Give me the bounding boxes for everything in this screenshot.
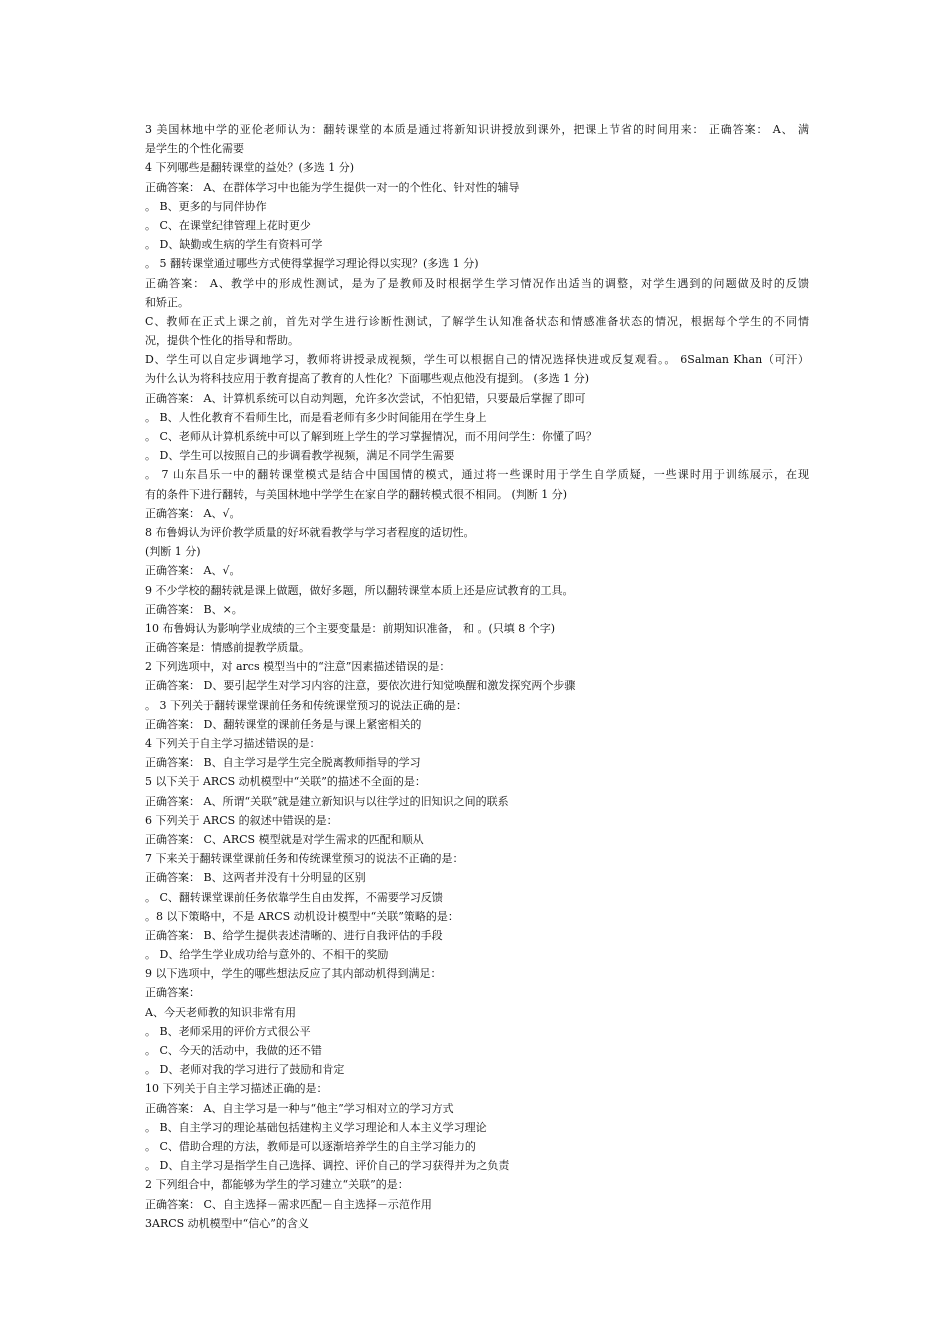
text-line: 正确答案： A、√。: [145, 564, 241, 578]
text-line: (判断 1 分): [145, 545, 201, 559]
text-line: 正确答案： C、ARCS 模型就是对学生需求的匹配和顺从: [145, 832, 424, 846]
text-line: C、教师在正式上课之前，首先对学生进行诊断性测试，了解学生认知准备状态和情感准备状态的情况，根据每个学生的不同情: [145, 314, 809, 328]
text-line: 正确答案： D、要引起学生对学习内容的注意，要依次进行知觉唤醒和激发探究两个步骤: [145, 679, 576, 693]
text-line: 2 下列选项中，对 arcs 模型当中的“注意”因素描述错误的是：: [145, 660, 451, 674]
text-line: 。 7 山东昌乐一中的翻转课堂模式是结合中国国情的模式，通过将一些课时用于学生自学质疑，一些课时用于训练展示，在现: [145, 468, 809, 482]
text-line: 正确答案： B、给学生提供表述清晰的、进行自我评估的手段: [145, 928, 443, 942]
text-line: 10 布鲁姆认为影响学业成绩的三个主要变量是：前期知识准备， 和 。(只填 8 个字): [145, 621, 556, 635]
text-line: 。 B、人性化教育不看师生比，而是看老师有多少时间能用在学生身上: [145, 410, 487, 424]
text-line: 9 以下选项中，学生的哪些想法反应了其内部动机得到满足：: [145, 967, 442, 981]
text-line: 正确答案： B、这两者并没有十分明显的区别: [145, 871, 366, 885]
text-line: 正确答案： B、×。: [145, 602, 243, 616]
text-line: 4 下列关于自主学习描述错误的是：: [145, 737, 321, 750]
text-line: 正确答案：: [145, 986, 200, 1000]
text-line: 正确答案： A、教学中的形成性测试，是为了是教师及时根据学生学习情况作出适当的调整，对学生遇到的问题做及时的反馈: [145, 276, 809, 290]
text-line: 。 C、在课堂纪律管理上花时更少: [145, 218, 311, 232]
text-line: 10 下列关于自主学习描述正确的是：: [145, 1082, 328, 1096]
text-line: 况，提供个性化的指导和帮助。: [145, 334, 299, 348]
text-line: 6 下列关于 ARCS 的叙述中错误的是：: [145, 813, 338, 827]
text-line: 是学生的个性化需要: [145, 142, 244, 156]
text-line: 正确答案： A、所谓“关联”就是建立新知识与以往学过的旧知识之间的联系: [145, 794, 509, 808]
text-line: 正确答案： D、翻转课堂的课前任务是与课上紧密相关的: [145, 717, 422, 731]
text-line: 。 B、老师采用的评价方式很公平: [145, 1024, 311, 1038]
text-line: 。 C、借助合理的方法，教师是可以逐渐培养学生的自主学习能力的: [145, 1139, 476, 1153]
text-line: 正确答案： A、自主学习是一种与“他主”学习相对立的学习方式: [145, 1101, 454, 1115]
text-line: 。 D、学生可以按照自己的步调看教学视频，满足不同学生需要: [145, 449, 455, 463]
text-line: 和矫正。: [145, 295, 189, 309]
text-line: 。8 以下策略中，不是 ARCS 动机设计模型中“关联”策略的是：: [145, 909, 459, 923]
text-line: 。 C、老师从计算机系统中可以了解到班上学生的学习掌握情况，而不用问学生：你懂了吗？: [145, 430, 597, 443]
document-page: [145, 120, 809, 1233]
text-line: 7 下来关于翻转课堂课前任务和传统课堂预习的说法不正确的是：: [145, 852, 464, 866]
text-line: 有的条件下进行翻转，与美国林地中学学生在家自学的翻转模式很不相同。 (判断 1 分): [145, 487, 568, 501]
text-line: 。 D、缺勤或生病的学生有资料可学: [145, 238, 323, 252]
text-line: 正确答案： A、√。: [145, 506, 241, 520]
text-line: 正确答案： B、自主学习是学生完全脱离教师指导的学习: [145, 756, 421, 770]
text-line: 8 布鲁姆认为评价教学质量的好坏就看教学与学习者程度的适切性。: [145, 525, 475, 539]
text-line: 。 C、今天的活动中，我做的还不错: [145, 1044, 322, 1057]
text-line: 2 下列组合中，都能够为学生的学习建立“关联”的是：: [145, 1178, 409, 1192]
text-line: 。 B、自主学习的理论基础包括建构主义学习理论和人本主义学习理论: [145, 1120, 487, 1134]
text-line: 3ARCS 动机模型中“信心”的含义: [145, 1216, 309, 1230]
text-line: D、学生可以自定步调地学习，教师将讲授录成视频，学生可以根据自己的情况选择快进或反复观看。。 6Salman Khan（可汗）: [145, 353, 809, 367]
text-line: 。 D、老师对我的学习进行了鼓励和肯定: [145, 1063, 345, 1077]
text-line: 。 B、更多的与同伴协作: [145, 199, 267, 213]
text-line: 正确答案是：情感前提教学质量。: [145, 641, 310, 655]
text-line: 正确答案： C、自主选择－需求匹配－自主选择－示范作用: [145, 1197, 432, 1211]
text-line: 9 不少学校的翻转就是课上做题，做好多题，所以翻转课堂本质上还是应试教育的工具。: [145, 583, 574, 597]
text-line: 。 5 翻转课堂通过哪些方式使得掌握学习理论得以实现？(多选 1 分): [145, 257, 479, 271]
text-line: 。 D、自主学习是指学生自己选择、调控、评价自己的学习获得并为之负责: [145, 1159, 510, 1173]
text-line: A、今天老师教的知识非常有用: [145, 1005, 296, 1019]
text-line: 5 以下关于 ARCS 动机模型中“关联”的描述不全面的是：: [145, 775, 426, 789]
text-line: 正确答案： A、计算机系统可以自动判题，允许多次尝试，不怕犯错，只要最后掌握了即可: [145, 391, 586, 405]
text-line: 。 D、给学生学业成功给与意外的、不相干的奖励: [145, 948, 389, 962]
text-line: 。 C、翻转课堂课前任务依靠学生自由发挥，不需要学习反馈: [145, 890, 443, 904]
text-line: 4 下列哪些是翻转课堂的益处？(多选 1 分): [145, 161, 355, 175]
text-line: 正确答案： A、在群体学习中也能为学生提供一对一的个性化、针对性的辅导: [145, 180, 520, 194]
text-line: 3 美国林地中学的亚伦老师认为：翻转课堂的本质是通过将新知识讲授放到课外，把课上节省的时间用来： 正确答案： A、 满: [145, 123, 809, 136]
text-line: 为什么认为将科技应用于教育提高了教育的人性化？下面哪些观点他没有提到。 (多选 1 分): [145, 372, 590, 386]
text-line: 。 3 下列关于翻转课堂课前任务和传统课堂预习的说法正确的是：: [145, 698, 467, 712]
